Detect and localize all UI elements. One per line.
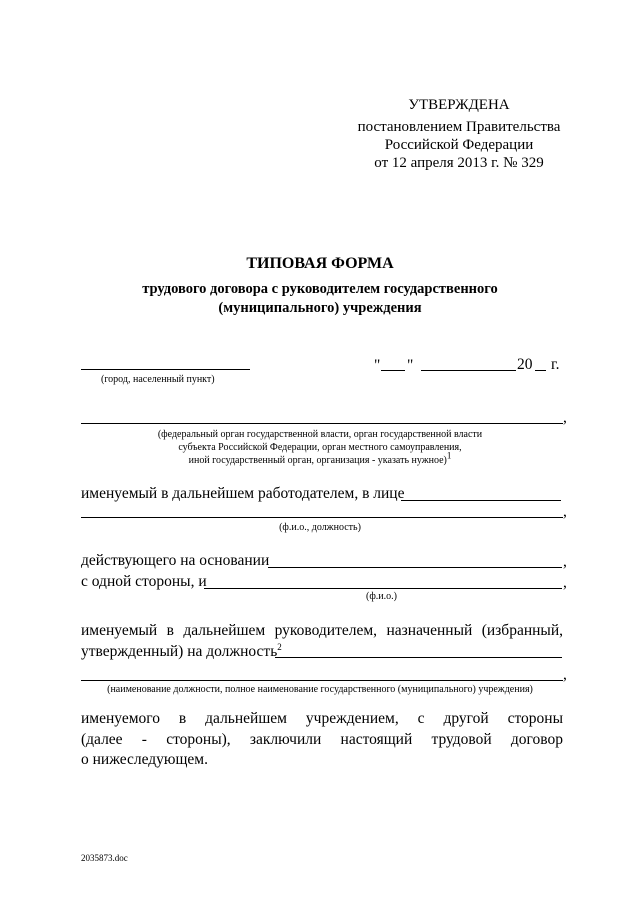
year-prefix: 20 — [517, 356, 533, 373]
basis-comma: , — [563, 553, 567, 570]
institution-blank — [81, 680, 563, 681]
date-close-quote: " — [407, 357, 414, 374]
closing-line2: (далее - стороны), заключили настоящий трудовой договор — [81, 731, 563, 748]
document-file-id: 2035873.doc — [81, 853, 128, 863]
city-caption: (город, населенный пункт) — [101, 374, 215, 385]
employee-name-caption: (ф.и.о.) — [366, 591, 397, 602]
closing-line3: о нижеследующем. — [81, 751, 208, 768]
document-subtitle-line2: (муниципального) учреждения — [218, 300, 422, 316]
year-blank — [535, 370, 546, 371]
date-open-quote: " — [374, 357, 381, 374]
basis-blank — [268, 567, 562, 568]
document-subtitle-line1: трудового договора с руководителем государственного — [142, 281, 498, 297]
day-blank — [381, 370, 405, 371]
approval-date-number: от 12 апреля 2013 г. № 329 — [374, 155, 544, 171]
employer-caption-line2: субъекта Российской Федерации, орган местного самоуправления, — [178, 442, 462, 453]
side-one-text: с одной стороны, и — [81, 573, 207, 590]
representative-caption: (ф.и.о., должность) — [279, 522, 361, 533]
employer-caption-line1: (федеральный орган государственной власти, орган государственной власти — [157, 429, 483, 440]
position-blank — [275, 657, 562, 658]
employer-caption-line3: иной государственный орган, организация - указать нужное)$^1$ — [188, 450, 452, 466]
approval-decree: постановлением Правительства — [357, 119, 561, 135]
basis-text: действующего на основании — [81, 552, 270, 569]
month-blank — [421, 370, 516, 371]
document-title: ТИПОВАЯ ФОРМА — [246, 255, 394, 272]
approval-heading: УТВЕРЖДЕНА — [408, 97, 510, 113]
year-suffix: г. — [551, 356, 560, 373]
institution-caption: (наименование должности, полное наименование государственного (муниципального) учреждения) — [107, 684, 533, 695]
footnote-2-marker: 2 — [277, 641, 282, 652]
employee-name-blank — [204, 588, 562, 589]
employer-blank — [81, 423, 563, 424]
footnote-1-marker: 1 — [446, 450, 452, 461]
director-line1: именуемый в дальнейшем руководителем, назначенный (избранный, — [81, 622, 563, 639]
closing-line1: именуемого в дальнейшем учреждением, с другой стороны — [81, 710, 563, 727]
city-blank — [81, 369, 250, 370]
director-line2: утвержденный) на должность$^2$ — [81, 641, 282, 660]
side-one-comma: , — [563, 574, 567, 591]
approval-government: Российской Федерации — [384, 137, 534, 153]
representative-name-blank — [401, 500, 561, 501]
representative-position-blank — [81, 517, 563, 518]
director-comma: , — [563, 666, 567, 683]
employer-comma: , — [563, 409, 567, 426]
representative-comma: , — [563, 503, 567, 520]
representative-text: именуемый в дальнейшем работодателем, в лице — [81, 485, 405, 502]
